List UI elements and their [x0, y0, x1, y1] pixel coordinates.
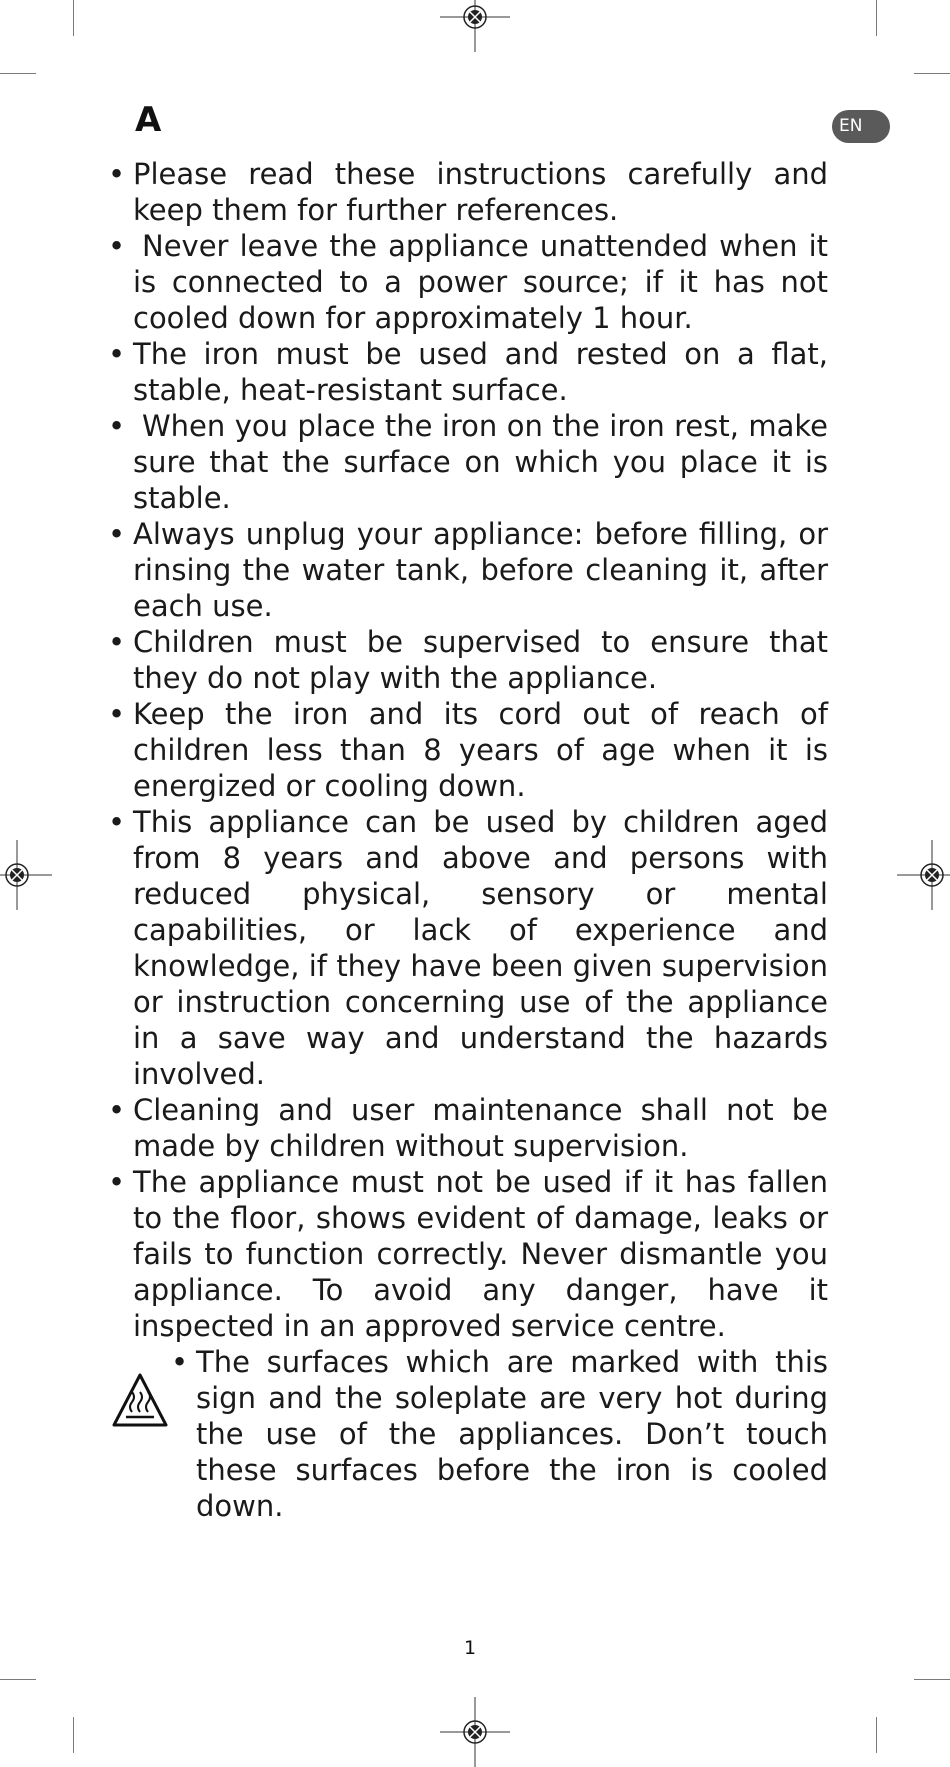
registration-mark-top: [440, 0, 510, 52]
bullet: •: [171, 1345, 189, 1379]
registration-mark-bottom: [440, 1697, 510, 1767]
list-item: [108, 804, 828, 1092]
warning-text: The surfaces which are marked with this sign and the soleplate are very hot during the use of the appliances. Don’t touch these surfaces before the iron is cooled down.: [196, 1345, 828, 1523]
page-number: 1: [463, 1637, 477, 1659]
bullet: •: [108, 697, 126, 731]
crop-mark-bottom-right: [876, 1717, 877, 1753]
bullet: •: [108, 157, 126, 191]
crop-mark-left-bottom: [0, 1679, 36, 1680]
crop-mark-bottom-left: [73, 1717, 74, 1753]
registration-mark-left: [0, 840, 52, 910]
list-item: [108, 1164, 828, 1344]
instruction-text: When you place the iron on the iron rest, make sure that the surface on which you place it is stable.: [133, 409, 828, 515]
bullet: •: [108, 1165, 126, 1199]
instruction-text: Children must be supervised to ensure that they do not play with the appliance.: [133, 625, 828, 695]
bullet: •: [108, 409, 126, 443]
crop-mark-top-left: [73, 0, 74, 36]
list-item: [108, 336, 828, 408]
crop-mark-right-bottom: [914, 1679, 950, 1680]
list-item: [108, 624, 828, 696]
instruction-text: Cleaning and user maintenance shall not be made by children without supervision.: [133, 1093, 828, 1163]
instruction-text: This appliance can be used by children aged from 8 years and above and persons with reduced physical, sensory or mental capabilities, or lack of experience and knowledge, if they have been given supervision or instruction concerning use of the appliance in a save way and understand the hazards involved.: [133, 805, 828, 1091]
list-item: [108, 408, 828, 516]
hot-surface-warning: [108, 1344, 828, 1524]
crop-mark-top-right: [876, 0, 877, 36]
crop-mark-left-top: [0, 73, 36, 74]
list-item: [108, 228, 828, 336]
bullet: •: [108, 805, 126, 839]
list-item: [108, 516, 828, 624]
bullet: •: [108, 625, 126, 659]
instruction-text: Please read these instructions carefully and keep them for further references.: [133, 157, 828, 227]
instruction-text: The appliance must not be used if it has fallen to the floor, shows evident of damage, leaks or fails to function correctly. Never dismantle you appliance. To avoid any danger, have it inspected in an approved service centre.: [133, 1165, 828, 1343]
bullet: •: [108, 229, 126, 263]
language-badge: EN: [832, 110, 890, 143]
instruction-text: Keep the iron and its cord out of reach of children less than 8 years of age when it is energized or cooling down.: [133, 697, 828, 803]
list-item: [108, 696, 828, 804]
bullet: •: [108, 517, 126, 551]
instruction-text: The iron must be used and rested on a flat, stable, heat-resistant surface.: [133, 337, 828, 407]
bullet: •: [108, 1093, 126, 1127]
instruction-text: Always unplug your appliance: before filling, or rinsing the water tank, before cleaning it, after each use.: [133, 517, 828, 623]
list-item: [171, 1344, 828, 1524]
section-letter: A: [135, 100, 162, 140]
registration-mark-right: [897, 840, 950, 910]
list-item: [108, 1092, 828, 1164]
bullet: •: [108, 337, 126, 371]
list-item: [108, 156, 828, 228]
instruction-text: Never leave the appliance unattended when it is connected to a power source; if it has not cooled down for approximately 1 hour.: [133, 229, 828, 335]
crop-mark-right-top: [914, 73, 950, 74]
instruction-list: [108, 156, 828, 1524]
hot-surface-warning-icon: [111, 1372, 169, 1428]
